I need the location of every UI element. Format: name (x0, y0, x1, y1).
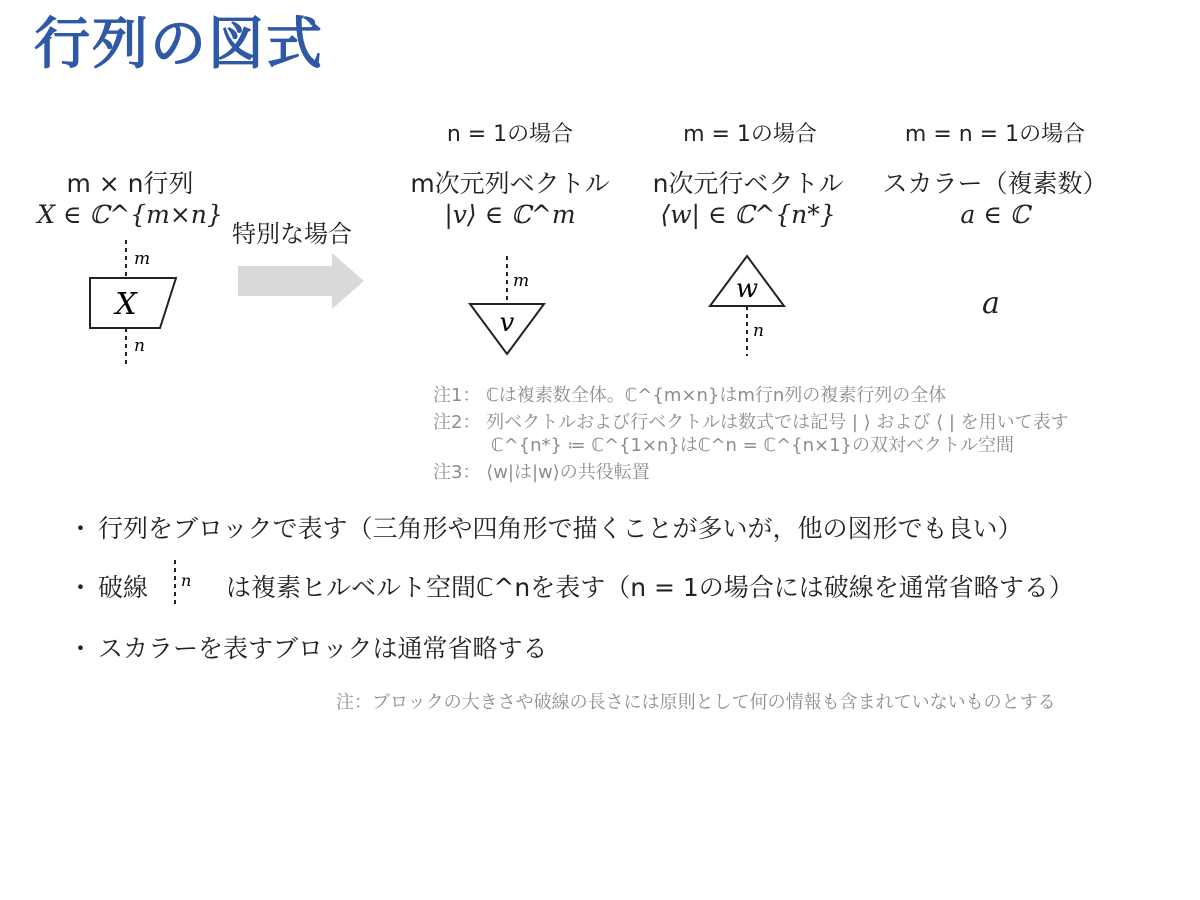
scalar-formula: a ∈ ℂ (960, 200, 1030, 230)
footnote: 注：ブロックの大きさや破線の長さには原則として何の情報も含まれていないものとする (336, 692, 1056, 713)
note-1: 注1： ℂは複素数全体。ℂ^{m×n}はm行n列の複素行列の全体 (433, 385, 947, 406)
bullet-item-2 (68, 572, 1168, 606)
row-vector-block-symbol: w (735, 274, 759, 304)
case-label-m1: m = 1の場合 (683, 122, 817, 147)
bullet-item-2-text: は複素ヒルベルト空間ℂ^nを表す（n = 1の場合には破線を通常省略する） (225, 573, 1074, 602)
page-title: 行列の図式 (34, 12, 324, 77)
bullet-item-3-text: スカラーを表すブロックは通常省略する (98, 634, 548, 663)
case-label-mn1: m = n = 1の場合 (904, 122, 1086, 147)
row-vector-heading: n次元行ベクトル (652, 169, 844, 198)
dashed-line-legend (156, 558, 226, 606)
notes (433, 382, 1173, 486)
column-vector-diagram (466, 254, 550, 358)
note-2: 注2： 列ベクトルおよび行ベクトルは数式では記号 | ⟩ および ⟨ | を用いて表す (433, 412, 1069, 433)
scalar-symbol: a (982, 286, 1000, 321)
bullet-item-3 (68, 634, 1168, 664)
arrow-shape (238, 253, 364, 309)
scalar-header (865, 168, 1125, 231)
matrix-formula: X ∈ ℂ^{m×n} (37, 200, 223, 230)
case-label-n1: n = 1の場合 (446, 122, 574, 147)
column-vector-heading: m次元列ベクトル (410, 169, 610, 198)
row-vector-leg-label: n (753, 321, 764, 341)
matrix-bottom-leg-label: n (134, 336, 145, 356)
column-vector-header (380, 168, 640, 231)
matrix-block-symbol: X (115, 287, 137, 322)
matrix-block (0, 168, 260, 231)
column-vector-leg-label: m (513, 271, 530, 291)
bullet-item-1 (68, 514, 1168, 544)
bullet-marker: ・ (68, 634, 94, 663)
bullet-item-2-prefix: 破線 (98, 573, 149, 602)
matrix-top-leg-label: m (134, 249, 151, 269)
scalar-heading: スカラー（複素数） (882, 169, 1108, 198)
special-case-arrow (236, 252, 366, 310)
row-vector-diagram (706, 254, 790, 360)
column-vector-formula: |v⟩ ∈ ℂ^m (444, 200, 576, 230)
special-case-label: 特別な場合 (232, 220, 352, 248)
note-2-continued: ℂ^{n*} ≔ ℂ^{1×n}はℂ^n = ℂ^{n×1}の双対ベクトル空間 (491, 435, 1014, 456)
matrix-diagram (80, 238, 190, 370)
row-vector-header (618, 168, 878, 231)
matrix-heading: m × n行列 (66, 169, 194, 198)
bullet-item-1-text: 行列をブロックで表す（三角形や四角形で描くことが多いが，他の図形でも良い） (98, 514, 1023, 543)
dashed-line-legend-label: n (180, 571, 192, 590)
note-3: 注3： ⟨w|は|w⟩の共役転置 (433, 462, 650, 483)
column-vector-block-symbol: v (499, 308, 515, 338)
row-vector-formula: ⟨w| ∈ ℂ^{n*} (660, 200, 836, 230)
bullet-marker: ・ (68, 514, 94, 543)
bullet-marker: ・ (68, 573, 94, 602)
